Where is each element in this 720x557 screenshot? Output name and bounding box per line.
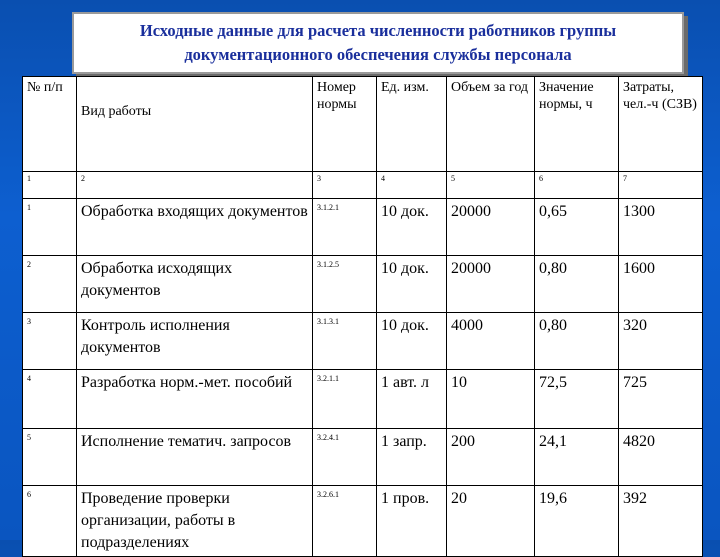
labor-cost: 1300 [619,199,703,256]
table-row [23,486,703,557]
annual-volume: 10 [447,370,535,429]
header-work: Вид работы [77,77,313,172]
column-number-row [23,172,703,199]
page-title [72,12,684,74]
norm-value: 0,65 [535,199,619,256]
unit: 1 запр. [377,429,447,486]
column-number: 2 [77,172,313,199]
annual-volume: 4000 [447,313,535,370]
row-index: 5 [23,429,77,486]
row-index: 4 [23,370,77,429]
labor-cost: 1600 [619,256,703,313]
unit: 1 авт. л [377,370,447,429]
norm-value: 72,5 [535,370,619,429]
norm-number: 3.2.4.1 [313,429,377,486]
norm-number: 3.1.3.1 [313,313,377,370]
header-norm: Номер нормы [313,77,377,172]
table-row [23,429,703,486]
header-row [23,77,703,172]
annual-volume: 20000 [447,256,535,313]
work-type: Разработка норм.-мет. пособий [77,370,313,429]
annual-volume: 20000 [447,199,535,256]
title-line-1: Исходные данные для расчета численности работников группы [139,21,617,40]
unit: 10 док. [377,199,447,256]
header-num: № п/п [23,77,77,172]
labor-cost: 320 [619,313,703,370]
norm-value: 0,80 [535,256,619,313]
table-row [23,256,703,313]
row-index: 1 [23,199,77,256]
unit: 1 пров. [377,486,447,557]
row-index: 2 [23,256,77,313]
labor-cost: 725 [619,370,703,429]
work-type: Проведение проверки организации, работы в подразделениях [77,486,313,557]
column-number: 1 [23,172,77,199]
work-type: Контроль исполнения документов [77,313,313,370]
staffing-data-table [22,76,703,557]
title-line-2: документационного обеспечения службы персонала [184,45,572,64]
unit: 10 док. [377,256,447,313]
header-cost: Затраты, чел.-ч (СЗВ) [619,77,703,172]
column-number: 4 [377,172,447,199]
column-number: 7 [619,172,703,199]
labor-cost: 392 [619,486,703,557]
work-type: Обработка исходящих документов [77,256,313,313]
norm-number: 3.2.1.1 [313,370,377,429]
norm-number: 3.1.2.5 [313,256,377,313]
annual-volume: 20 [447,486,535,557]
table-row [23,199,703,256]
table-row [23,313,703,370]
column-number: 3 [313,172,377,199]
header-unit: Ед. изм. [377,77,447,172]
unit: 10 док. [377,313,447,370]
column-number: 5 [447,172,535,199]
work-type: Исполнение тематич. запросов [77,429,313,486]
table-row [23,370,703,429]
header-value: Значение нормы, ч [535,77,619,172]
norm-number: 3.2.6.1 [313,486,377,557]
row-index: 6 [23,486,77,557]
norm-value: 24,1 [535,429,619,486]
row-index: 3 [23,313,77,370]
column-number: 6 [535,172,619,199]
norm-value: 0,80 [535,313,619,370]
norm-number: 3.1.2.1 [313,199,377,256]
labor-cost: 4820 [619,429,703,486]
annual-volume: 200 [447,429,535,486]
work-type: Обработка входящих документов [77,199,313,256]
norm-value: 19,6 [535,486,619,557]
header-volume: Объем за год [447,77,535,172]
